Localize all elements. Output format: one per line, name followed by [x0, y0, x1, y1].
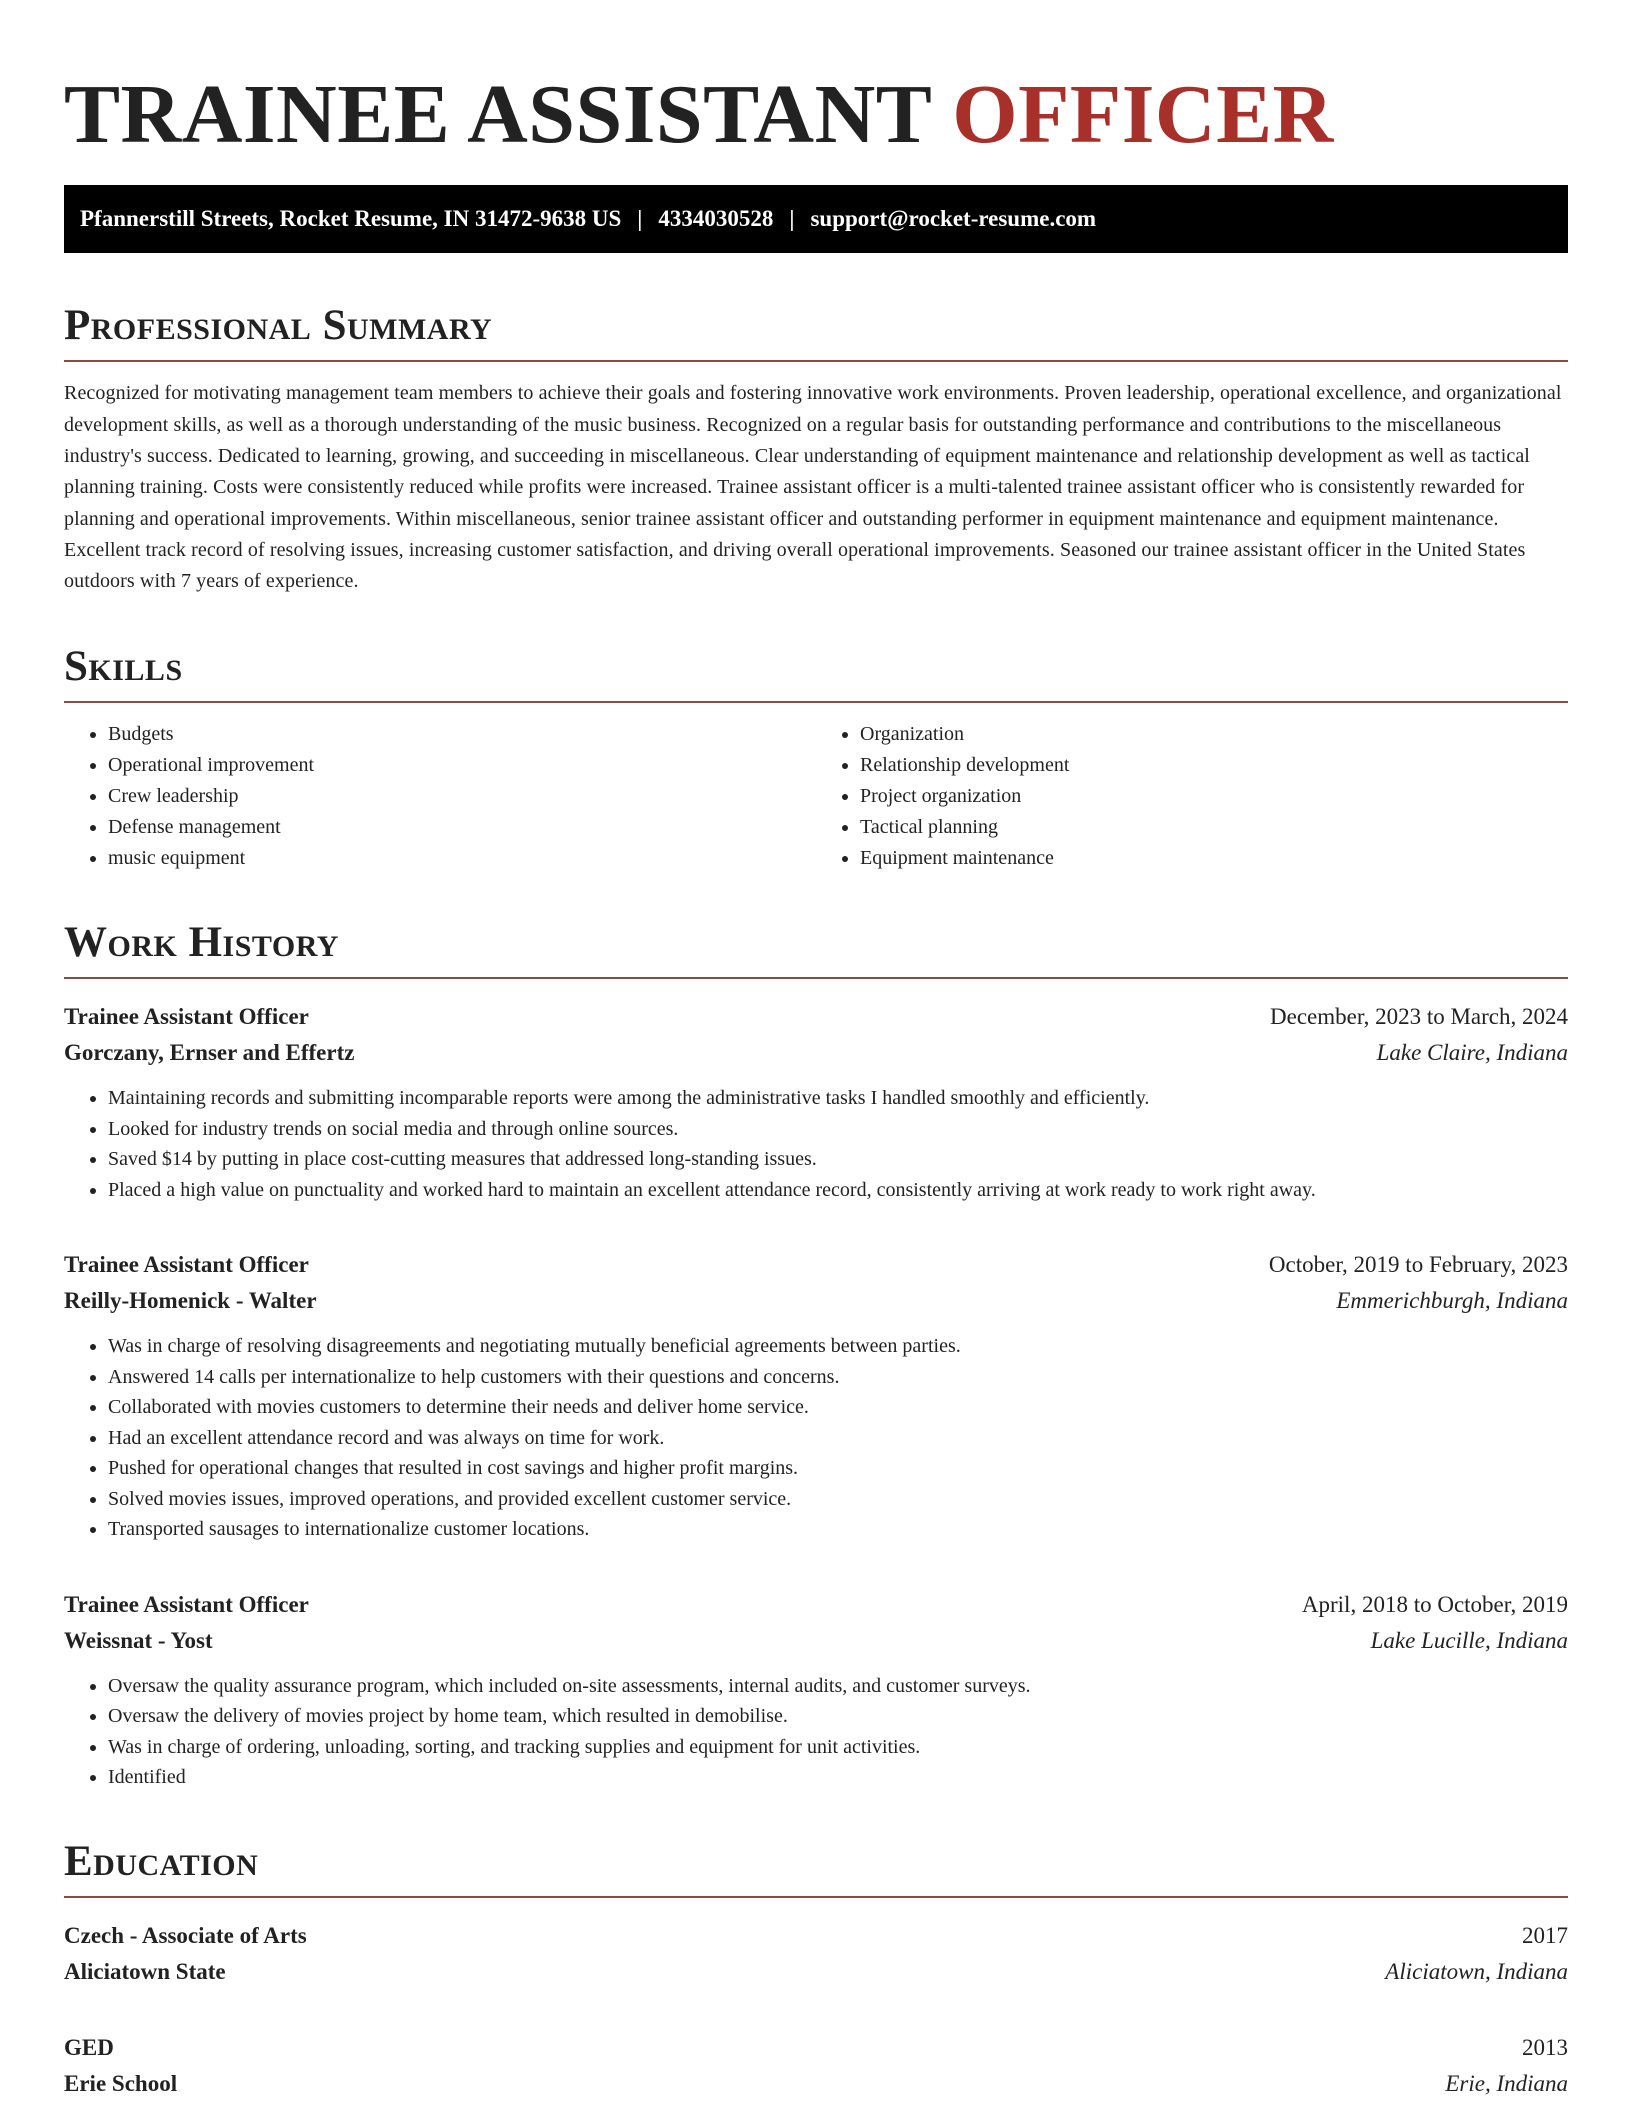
education-year: 2017 [1522, 1923, 1568, 1949]
skill-item: • Crew leadership [108, 781, 816, 812]
section-title-summary: Professional Summary [64, 301, 1568, 362]
skill-item: • music equipment [108, 843, 816, 874]
section-title-skills: Skills [64, 642, 1568, 703]
job-bullet: • Maintaining records and submitting incomparable reports were among the administrative tasks I handled smoothly and efficiently. [108, 1083, 1568, 1114]
education-header-row [64, 1918, 1568, 1954]
education-degree: Czech - Associate of Arts [64, 1923, 307, 1949]
contact-address: Pfannerstill Streets, Rocket Resume, IN 31472-9638 US [80, 206, 622, 231]
education-entry [64, 1918, 1568, 1990]
skill-item: • Project organization [860, 781, 1568, 812]
section-title-work-history: Work History [64, 918, 1568, 979]
job-bullets [64, 1671, 1568, 1793]
job-dates: December, 2023 to March, 2024 [1270, 1004, 1568, 1030]
name-part-2: OFFICER [952, 68, 1334, 161]
contact-phone: 4334030528 [658, 206, 774, 231]
job-company-row [64, 1283, 1568, 1319]
education-header-row [64, 2030, 1568, 2066]
job-entry [64, 999, 1568, 1205]
job-bullet: • Collaborated with movies customers to determine their needs and deliver home service. [108, 1392, 1568, 1423]
job-position: Trainee Assistant Officer [64, 1591, 309, 1617]
education-section [64, 1837, 1568, 2102]
education-degree: GED [64, 2035, 114, 2061]
skill-item: • Equipment maintenance [860, 843, 1568, 874]
skill-item: • Operational improvement [108, 750, 816, 781]
job-company-row [64, 1623, 1568, 1659]
summary-text: Recognized for motivating management team members to achieve their goals and fostering innovative work environments. Proven leadership, operational excellence, and organizational development skills, as well as a thorough understanding of the music business. Recognized on a regular basis for outstanding performance and contributions to the miscellaneous industry's success. Dedicated to learning, growing, and succeeding in miscellaneous. Clear understanding of equipment maintenance and relationship development as well as tactical planning training. Costs were consistently reduced while profits were increased. Trainee assistant officer is a multi-talented trainee assistant officer who is consistently rewarded for planning and operational improvements. Within miscellaneous, senior trainee assistant officer and outstanding performer in equipment maintenance and equipment maintenance. Excellent track record of resolving issues, increasing customer satisfaction, and driving overall operational improvements. Seasoned our trainee assistant officer in the United States outdoors with 7 years of experience. [64, 382, 1562, 593]
job-header-row [64, 1247, 1568, 1283]
job-header-row [64, 1587, 1568, 1623]
skill-item: • Tactical planning [860, 812, 1568, 843]
skill-item: • Organization [860, 719, 1568, 750]
job-bullet: • Saved $14 by putting in place cost-cutting measures that addressed long-standing issues. [108, 1144, 1568, 1175]
job-company: Reilly-Homenick - Walter [64, 1288, 317, 1314]
skills-section [64, 642, 1568, 874]
job-bullet: • Identified [108, 1762, 1568, 1793]
job-bullets [64, 1331, 1568, 1545]
education-school-row [64, 2066, 1568, 2102]
job-bullet: • Oversaw the quality assurance program, which included on-site assessments, internal audits, and customer surveys. [108, 1671, 1568, 1702]
contact-separator: | [637, 206, 643, 231]
job-entry [64, 1247, 1568, 1545]
job-company-row [64, 1035, 1568, 1071]
job-bullet: • Oversaw the delivery of movies project by home team, which resulted in demobilise. [108, 1701, 1568, 1732]
skills-columns [64, 719, 1568, 874]
job-dates: October, 2019 to February, 2023 [1268, 1252, 1568, 1278]
resume-name-heading [64, 62, 1568, 167]
education-school: Erie School [64, 2071, 178, 2097]
contact-email: support@rocket-resume.com [810, 206, 1097, 231]
education-year: 2013 [1522, 2035, 1568, 2061]
skills-list-right [816, 719, 1568, 874]
education-location: Erie, Indiana [1445, 2071, 1568, 2097]
job-location: Emmerichburgh, Indiana [1336, 1288, 1568, 1314]
job-entry [64, 1587, 1568, 1793]
summary-section [64, 301, 1568, 598]
job-location: Lake Claire, Indiana [1376, 1040, 1568, 1066]
job-bullets [64, 1083, 1568, 1205]
job-position: Trainee Assistant Officer [64, 1252, 309, 1278]
job-dates: April, 2018 to October, 2019 [1301, 1591, 1568, 1617]
skill-item: • Relationship development [860, 750, 1568, 781]
job-bullet: • Was in charge of ordering, unloading, sorting, and tracking supplies and equipment for unit activities. [108, 1732, 1568, 1763]
section-title-education: Education [64, 1837, 1568, 1898]
job-bullet: • Solved movies issues, improved operations, and provided excellent customer service. [108, 1484, 1568, 1515]
education-entry [64, 2030, 1568, 2102]
job-bullet: • Transported sausages to internationalize customer locations. [108, 1514, 1568, 1545]
job-location: Lake Lucille, Indiana [1370, 1627, 1568, 1653]
job-company: Gorczany, Ernser and Effertz [64, 1040, 355, 1066]
skills-list-left [64, 719, 816, 874]
job-position: Trainee Assistant Officer [64, 1004, 309, 1030]
job-bullet: • Was in charge of resolving disagreements and negotiating mutually beneficial agreements between parties. [108, 1331, 1568, 1362]
work-history-section [64, 918, 1568, 1793]
job-bullet: • Had an excellent attendance record and was always on time for work. [108, 1423, 1568, 1454]
contact-separator: | [789, 206, 795, 231]
education-school-row [64, 1954, 1568, 1990]
education-school: Aliciatown State [64, 1959, 226, 1985]
job-header-row [64, 999, 1568, 1035]
name-part-1: TRAINEE ASSISTANT [64, 68, 931, 161]
job-bullet: • Looked for industry trends on social media and through online sources. [108, 1114, 1568, 1145]
contact-bar [64, 185, 1568, 253]
skill-item: • Budgets [108, 719, 816, 750]
education-location: Aliciatown, Indiana [1385, 1959, 1568, 1985]
job-bullet: • Answered 14 calls per internationalize to help customers with their questions and concerns. [108, 1362, 1568, 1393]
job-company: Weissnat - Yost [64, 1627, 213, 1653]
job-bullet: • Placed a high value on punctuality and worked hard to maintain an excellent attendance record, consistently arriving at work ready to work right away. [108, 1175, 1568, 1206]
job-bullet: • Pushed for operational changes that resulted in cost savings and higher profit margins. [108, 1453, 1568, 1484]
skill-item: • Defense management [108, 812, 816, 843]
